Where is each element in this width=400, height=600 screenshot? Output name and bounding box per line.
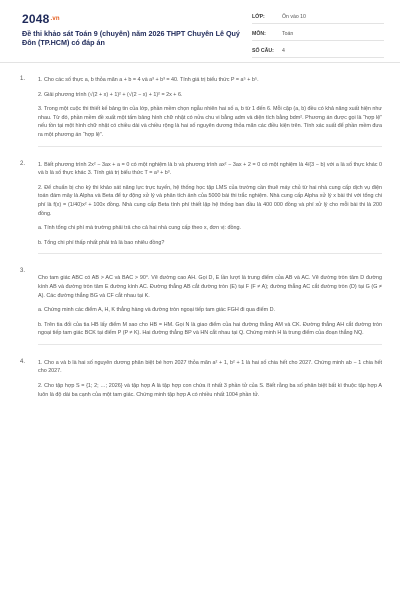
question-number: 4. [20,358,26,365]
question-4 [0,359,400,399]
question-number: 1. [20,76,26,82]
question-part: 2. Để chuẩn bị cho kỳ thi khảo sát năng lực trực tuyến, hệ thống học tập LMS của trường cần thuê máy chủ từ hai nhà cung cấp dịch vụ điện toán đám mây là Alpha và Beta để tự động xử lý và phân tích ảnh của 5000 bài thi trắc nghiệm. Nhà cung cấp Alpha xử lý x bài thì với tổng chi phí là f(x) = (1/40)x² + 100x đồng. Nhà cung cấp Beta tính phí thiết lập hệ thống ban đầu là 400 000 đồng và phí xử lý cho mỗi bài thi là 200 đồng. [38,184,382,217]
question-part: a. Tính tổng chi phí mà trường phải trả cho cả hai nhà cung cấp theo x, đơn vị: đồng. [38,225,241,232]
logo-suffix: .vn [50,16,60,22]
question-part: 1. Cho các số thực a, b thỏa mãn a + b = 4 và a³ + b³ = 40. Tính giá trị biểu thức P = a⁵ + b⁵. [38,77,259,83]
site-logo[interactable] [22,12,60,26]
meta-class-label: LỚP: [252,14,265,20]
question-1 [0,76,400,147]
meta-class-row [252,11,384,24]
question-part: a. Chứng minh các điểm A, H, K thẳng hàng và đường tròn ngoại tiếp tam giác FGH đi qua điểm D. [38,307,275,314]
question-3 [0,268,400,345]
question-part: 2. Giải phương trình (√(2 + x) + 1)² + (√(2 − x) + 1)² = 2x + 6. [38,91,183,98]
exam-title: Đề thi khảo sát Toán 9 (chuyên) năm 2026 THPT Chuyên Lê Quý Đôn (TP.HCM) có đáp án [22,29,240,47]
question-number: 2. [20,160,26,167]
meta-class-value: Ôn vào 10 [282,14,306,20]
question-part: 3. Trong một cuộc thi thiết kế bảng tin của lớp, phần mềm chọn ngẫu nhiên hai số a, b từ 1 đến 6. Mỗi cặp (a, b) đều có khả năng xuất hiện như nhau. Từ đó, phần mềm đề xuất một tấm bảng hình chữ nhật có nửa chu vi bằng adm và diện tích bằng bdm². Phương án được gọi là “hợp lệ” nếu tồn tại một hình chữ nhật có chiều dài và chiều rộng là hai số nguyên dương thỏa mãn các điều kiện trên. Tính xác suất để phần mềm đưa ra một phương án “hợp lệ”. [38,106,382,138]
document-header [0,0,400,63]
question-divider [38,146,382,147]
question-divider [38,253,382,254]
logo-text: 2048 [22,12,50,26]
meta-subject-label: MÔN: [252,31,266,37]
question-divider [38,344,382,345]
question-part: 1. Biết phương trình 2x² − 3ax + a = 0 có một nghiệm là b và phương trình ax² − 3ax + 2 = 0 có một nghiệm là 4/(3 − b) với a là số thực khác 0 và b là số thực khác 3. Tính giá trị biểu thức T = a³ + b³. [38,161,382,177]
meta-count-row [252,45,384,58]
meta-count-label: SỐ CÂU: [252,48,274,54]
meta-subject-value: Toán [282,31,294,37]
question-part: Cho tam giác ABC có AB > AC và BAC > 90°. Vẽ đường cao AH. Gọi D, E lần lượt là trung điểm của AB và AC. Vẽ đường tròn tâm D đường kính AB và đường tròn tâm E đường kính AC. Đường thẳng AB cắt đường tròn (E) tại F (F ≠ A); đường thẳng AC cắt đường tròn (D) tại G (G ≠ A). Các đường thẳng BG và CF cắt nhau tại K. [38,275,382,299]
question-2 [0,161,400,255]
question-part: b. Tổng chi phí thấp nhất phải trả là bao nhiêu đồng? [38,239,165,246]
question-part: 2. Cho tập hợp S = {1; 2; …; 2026} và tập hợp A là tập hợp con chứa ít nhất 3 phần tử của S. Biết rằng ba số phân biệt bất kì thuộc tập hợp A luôn là độ dài ba cạnh của một tam giác. Chứng minh tập hợp A có nhiều nhất 1004 phần tử. [38,383,382,398]
questions-list [0,76,400,405]
exam-meta [252,11,384,62]
meta-subject-row [252,28,384,41]
question-part: b. Trên tia đối của tia HB lấy điểm M sao cho HB = HM. Gọi N là giao điểm của hai đường thẳng AM và CK. Đường thẳng AH cắt đường tròn ngoại tiếp tam giác BCK tại điểm P (P ≠ K). Hai đường thẳng BP và HN cắt nhau tại Q. Chứng minh H là trung điểm của đoạn thẳng NQ. [38,321,382,337]
question-number: 3. [20,268,26,275]
meta-count-value: 4 [282,48,285,54]
question-part: 1. Cho a và b là hai số nguyên dương phân biệt bé hơn 2027 thỏa mãn a² + 1, b² + 1 là hai số chia hết cho 2027. Chứng minh ab − 1 chia hết cho 2027. [38,359,382,375]
